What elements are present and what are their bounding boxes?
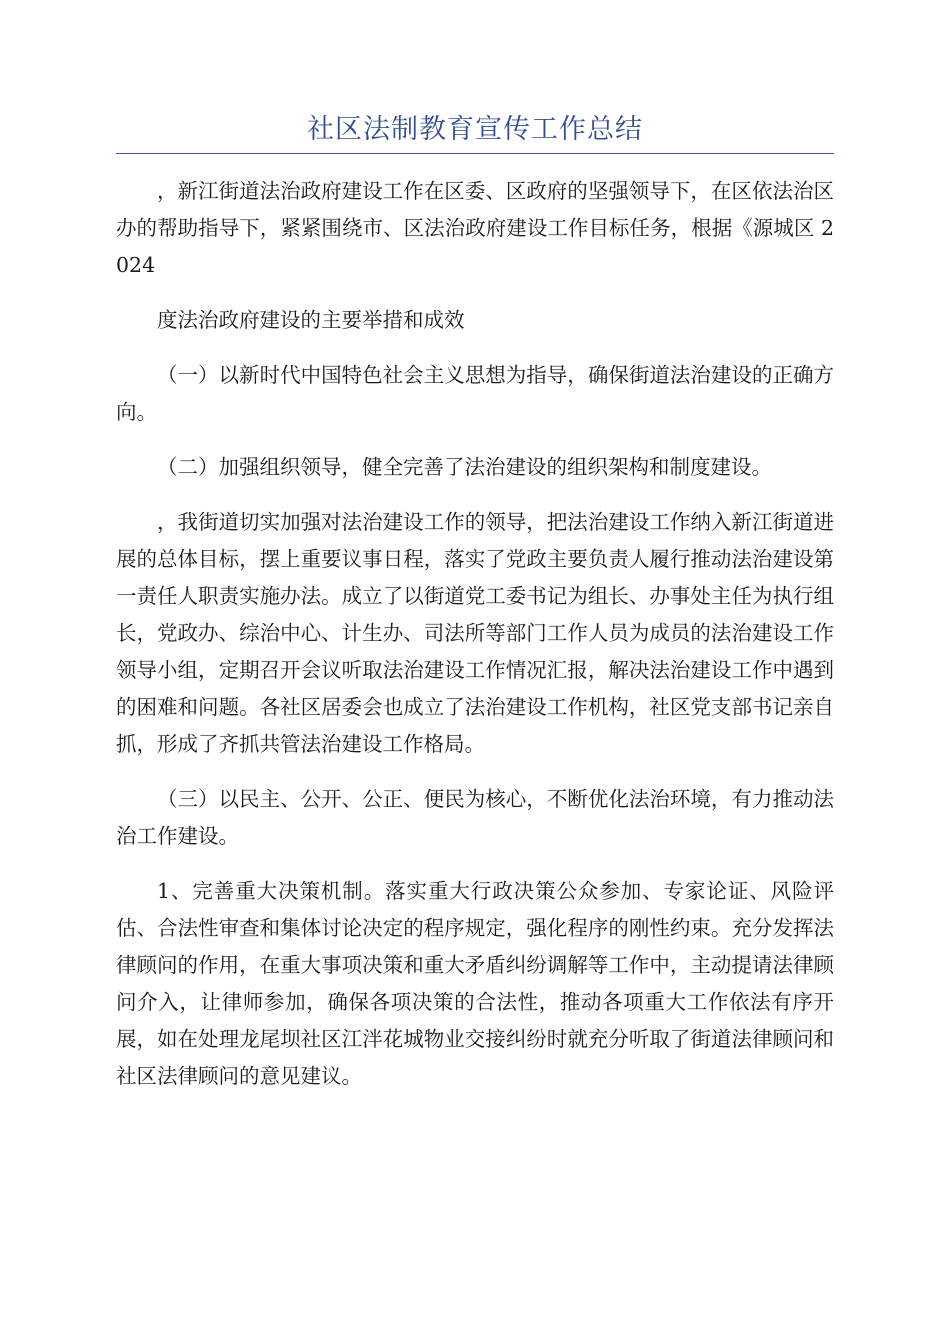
section-heading: （一）以新时代中国特色社会主义思想为指导，确保街道法治建设的正确方向。 [116,363,834,424]
document-body [116,173,834,1113]
section-heading: （三）以民主、公开、公正、便民为核心，不断优化法治环境，有力推动法治工作建设。 [116,787,834,848]
paragraph: 1、完善重大决策机制。落实重大行政决策公众参加、专家论证、风险评估、合法性审查和集体讨论决定的程序规定，强化程序的刚性约束。充分发挥法律顾问的作用，在重大事项决策和重大矛盾纠纷调解等工作中，主动提请法律顾问介入，让律师参加，确保各项决策的合法性，推动各项重大工作依法有序开展，如在处理龙尾坝社区江泮花城物业交接纠纷时就充分听取了街道法律顾问和社区法律顾问的意见建议。 [116,879,834,1088]
paragraph: 度法治政府建设的主要举措和成效 [157,308,465,332]
title-underline [116,153,834,154]
paragraph: ，新江街道法治政府建设工作在区委、区政府的坚强领导下，在区依法治区办的帮助指导下，紧紧围绕市、区法治政府建设工作目标任务，根据《源城区 2024 [116,179,834,277]
section-heading: （二）加强组织领导，健全完善了法治建设的组织架构和制度建设。 [157,455,772,479]
paragraph: ，我街道切实加强对法治建设工作的领导，把法治建设工作纳入新江街道进展的总体目标，摆上重要议事日程，落实了党政主要负责人履行推动法治建设第一责任人职责实施办法。成立了以街道党工委书记为组长、办事处主任为执行组长，党政办、综治中心、计生办、司法所等部门工作人员为成员的法治建设工作领导小组，定期召开会议听取法治建设工作情况汇报，解决法治建设工作中遇到的困难和问题。各社区居委会也成立了法治建设工作机构，社区党支部书记亲自抓，形成了齐抓共管法治建设工作格局。 [116,510,834,756]
document-title: 社区法制教育宣传工作总结 [307,114,643,145]
